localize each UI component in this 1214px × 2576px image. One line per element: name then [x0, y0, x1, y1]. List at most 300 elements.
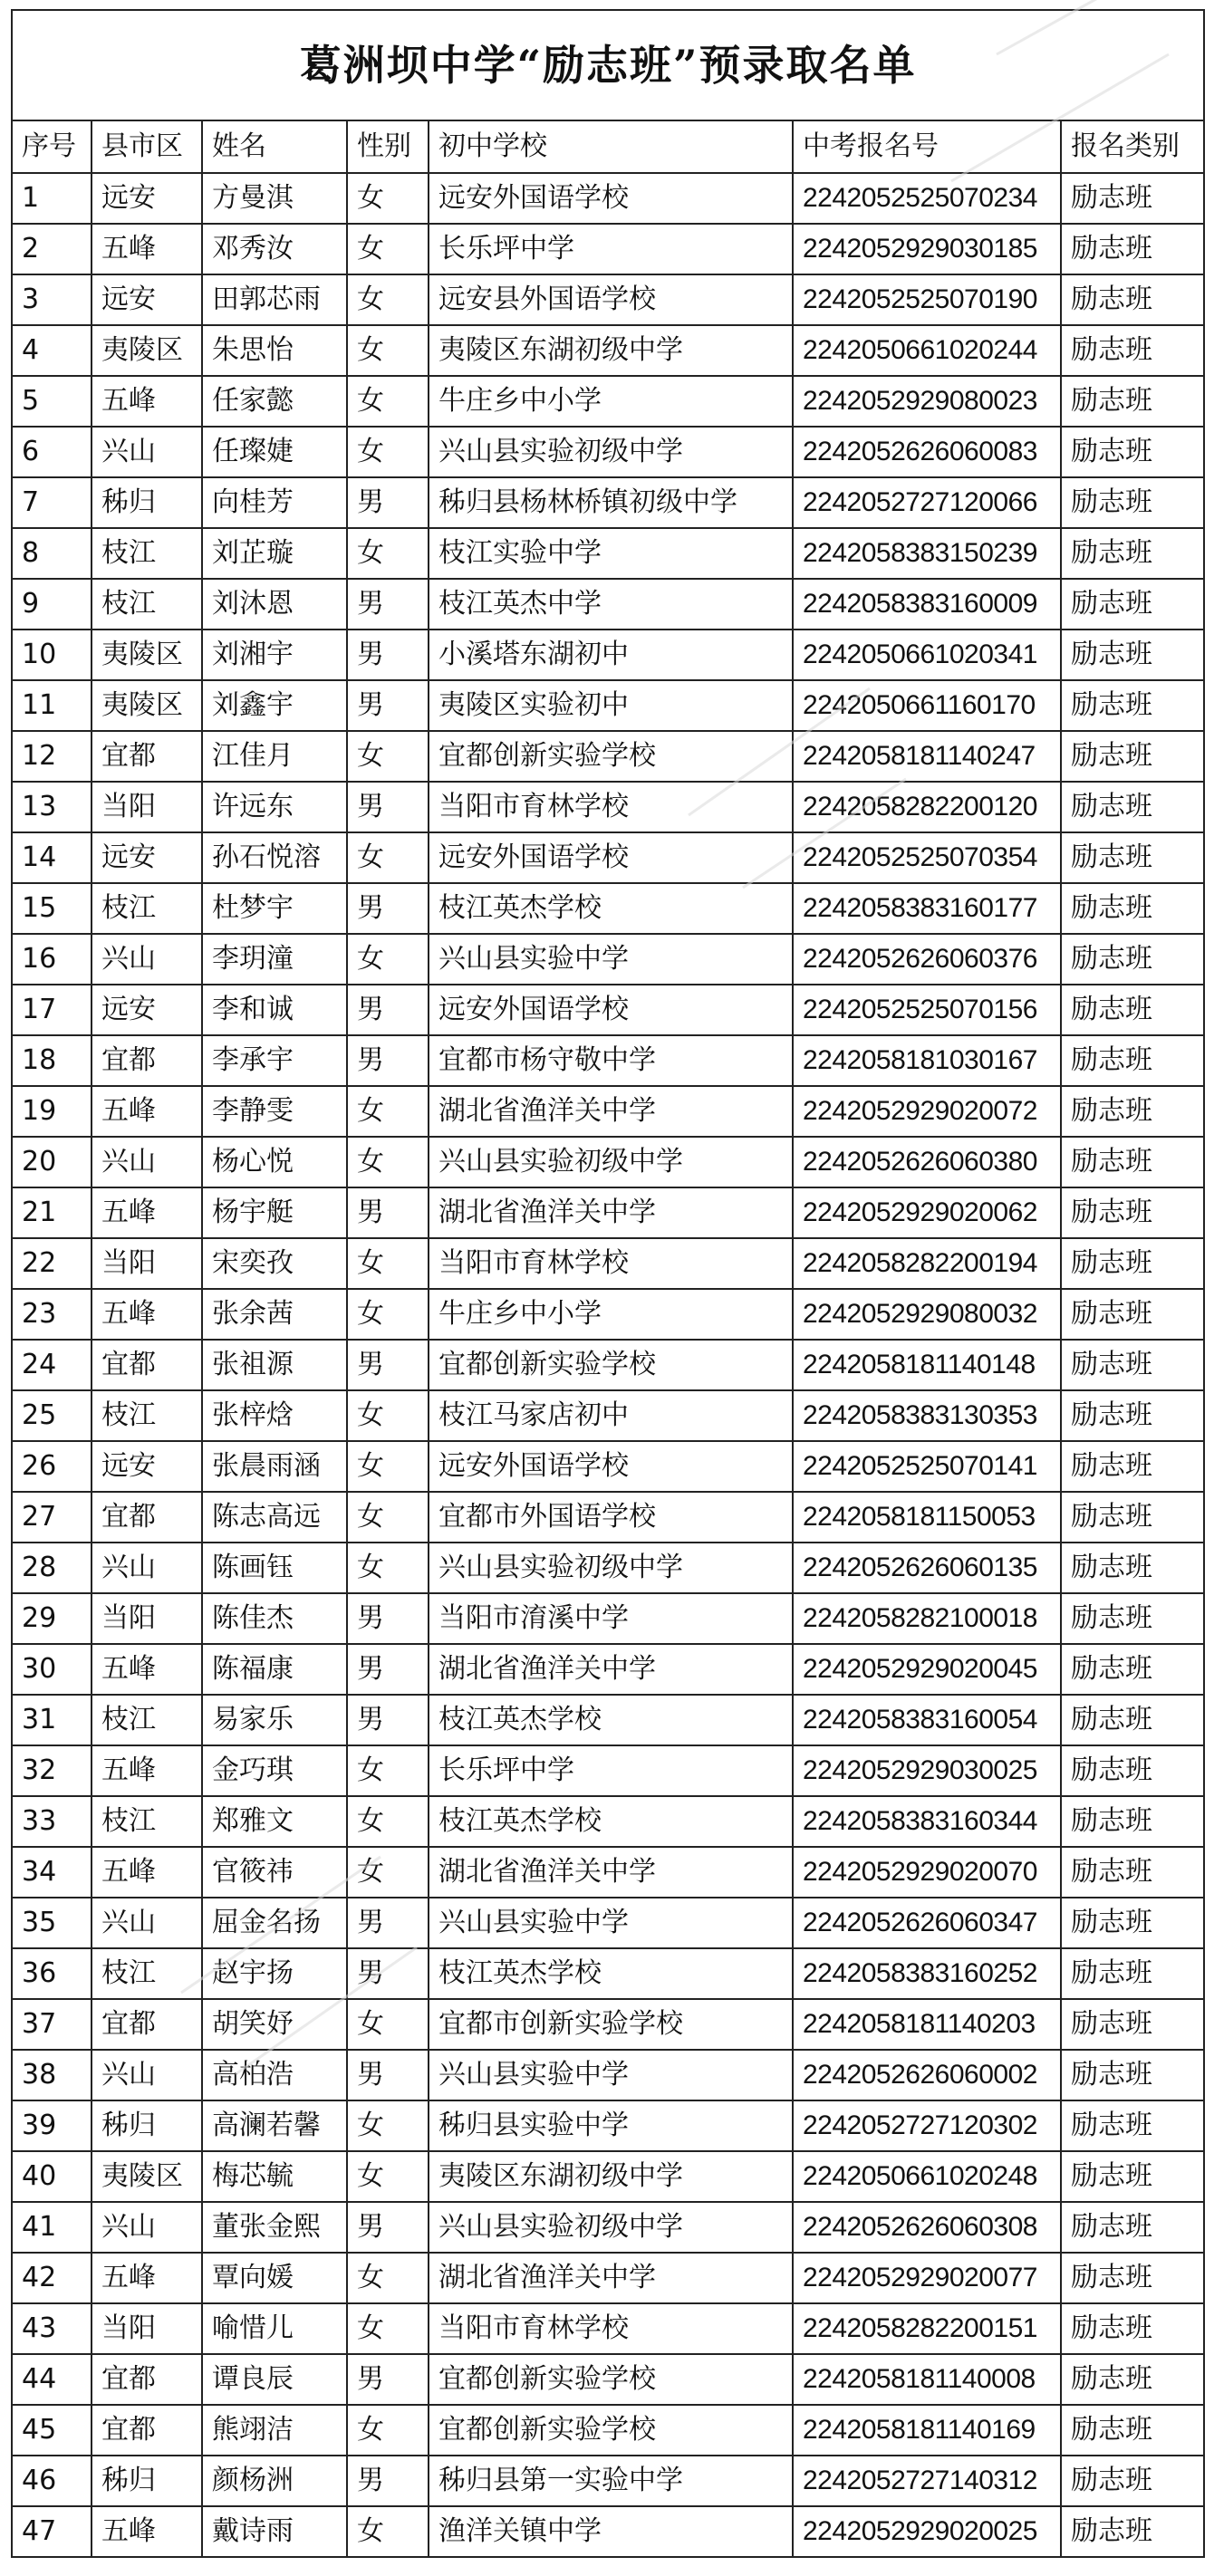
seq-cell: 45 [12, 2405, 92, 2456]
school-cell: 远安县外国语学校 [429, 274, 793, 325]
category-cell: 励志班 [1061, 2202, 1204, 2253]
seq-cell: 23 [12, 1289, 92, 1340]
category-cell: 励志班 [1061, 1644, 1204, 1695]
name-cell: 易家乐 [202, 1695, 347, 1745]
table-row [12, 2506, 1204, 2557]
exam-id-cell: 2242050661160170 [793, 680, 1061, 731]
gender-cell: 男 [347, 883, 429, 934]
seq-cell: 16 [12, 934, 92, 985]
category-cell: 励志班 [1061, 1035, 1204, 1086]
exam-id-cell: 2242052525070234 [793, 173, 1061, 224]
gender-cell: 女 [347, 224, 429, 274]
district-cell: 宜都 [92, 2354, 202, 2405]
district-cell: 枝江 [92, 579, 202, 630]
school-cell: 秭归县第一实验中学 [429, 2456, 793, 2506]
gender-cell: 女 [347, 2506, 429, 2557]
gender-cell: 女 [347, 1543, 429, 1593]
category-cell: 励志班 [1061, 782, 1204, 832]
name-cell: 杜梦宇 [202, 883, 347, 934]
name-cell: 赵宇扬 [202, 1948, 347, 1999]
seq-cell: 33 [12, 1796, 92, 1847]
seq-cell: 20 [12, 1137, 92, 1187]
district-cell: 五峰 [92, 1289, 202, 1340]
seq-cell: 39 [12, 2100, 92, 2151]
exam-id-cell: 2242052525070156 [793, 985, 1061, 1035]
name-cell: 李承宇 [202, 1035, 347, 1086]
table-row [12, 1137, 1204, 1187]
seq-cell: 7 [12, 477, 92, 528]
seq-cell: 6 [12, 427, 92, 477]
category-cell: 励志班 [1061, 1492, 1204, 1543]
gender-cell: 男 [347, 1695, 429, 1745]
school-cell: 宜都创新实验学校 [429, 2354, 793, 2405]
table-row [12, 832, 1204, 883]
name-cell: 张梓焓 [202, 1390, 347, 1441]
district-cell: 枝江 [92, 883, 202, 934]
name-cell: 宋奕孜 [202, 1238, 347, 1289]
category-cell: 励志班 [1061, 1948, 1204, 1999]
table-row [12, 680, 1204, 731]
exam-id-cell: 2242052626060347 [793, 1898, 1061, 1948]
exam-id-cell: 2242052929020045 [793, 1644, 1061, 1695]
category-cell: 励志班 [1061, 832, 1204, 883]
exam-id-cell: 2242058282200120 [793, 782, 1061, 832]
exam-id-cell: 2242052525070190 [793, 274, 1061, 325]
school-cell: 湖北省渔洋关中学 [429, 2253, 793, 2303]
exam-id-cell: 2242058181140169 [793, 2405, 1061, 2456]
school-cell: 兴山县实验中学 [429, 1898, 793, 1948]
exam-id-cell: 2242052626060083 [793, 427, 1061, 477]
gender-cell: 男 [347, 1593, 429, 1644]
table-row [12, 2050, 1204, 2100]
table-row [12, 1898, 1204, 1948]
name-cell: 谭良辰 [202, 2354, 347, 2405]
name-cell: 董张金熙 [202, 2202, 347, 2253]
name-cell: 李和诚 [202, 985, 347, 1035]
school-cell: 当阳市育林学校 [429, 1238, 793, 1289]
category-cell: 励志班 [1061, 2303, 1204, 2354]
table-row [12, 1745, 1204, 1796]
school-cell: 牛庄乡中小学 [429, 1289, 793, 1340]
category-cell: 励志班 [1061, 630, 1204, 680]
district-cell: 兴山 [92, 1543, 202, 1593]
gender-cell: 女 [347, 1086, 429, 1137]
gender-cell: 女 [347, 2100, 429, 2151]
table-row [12, 376, 1204, 427]
table-row [12, 2303, 1204, 2354]
seq-cell: 22 [12, 1238, 92, 1289]
school-cell: 枝江实验中学 [429, 528, 793, 579]
seq-cell: 21 [12, 1187, 92, 1238]
name-cell: 张余茜 [202, 1289, 347, 1340]
gender-cell: 男 [347, 985, 429, 1035]
table-row [12, 2253, 1204, 2303]
gender-cell: 女 [347, 1796, 429, 1847]
name-cell: 高澜若馨 [202, 2100, 347, 2151]
name-cell: 任璨婕 [202, 427, 347, 477]
table-row [12, 2151, 1204, 2202]
district-cell: 宜都 [92, 1035, 202, 1086]
school-cell: 枝江英杰学校 [429, 1796, 793, 1847]
name-cell: 陈志高远 [202, 1492, 347, 1543]
school-cell: 当阳市育林学校 [429, 782, 793, 832]
category-cell: 励志班 [1061, 579, 1204, 630]
table-row [12, 1390, 1204, 1441]
gender-cell: 男 [347, 1644, 429, 1695]
school-cell: 湖北省渔洋关中学 [429, 1187, 793, 1238]
name-cell: 张晨雨涵 [202, 1441, 347, 1492]
seq-cell: 11 [12, 680, 92, 731]
table-row [12, 477, 1204, 528]
gender-cell: 女 [347, 1238, 429, 1289]
table-row [12, 1796, 1204, 1847]
category-cell: 励志班 [1061, 1543, 1204, 1593]
school-cell: 夷陵区东湖初级中学 [429, 2151, 793, 2202]
district-cell: 远安 [92, 985, 202, 1035]
school-cell: 兴山县实验初级中学 [429, 1137, 793, 1187]
table-row [12, 883, 1204, 934]
table-row [12, 1340, 1204, 1390]
seq-cell: 3 [12, 274, 92, 325]
exam-id-cell: 2242052929080023 [793, 376, 1061, 427]
school-cell: 长乐坪中学 [429, 1745, 793, 1796]
exam-id-cell: 2242052727120066 [793, 477, 1061, 528]
name-cell: 李玥潼 [202, 934, 347, 985]
seq-cell: 15 [12, 883, 92, 934]
school-cell: 宜都创新实验学校 [429, 1340, 793, 1390]
district-cell: 远安 [92, 832, 202, 883]
admission-list-sheet [11, 9, 1203, 2558]
table-row [12, 325, 1204, 376]
header-cell: 姓名 [202, 120, 347, 173]
district-cell: 宜都 [92, 2405, 202, 2456]
exam-id-cell: 2242050661020341 [793, 630, 1061, 680]
school-cell: 宜都创新实验学校 [429, 2405, 793, 2456]
category-cell: 励志班 [1061, 1289, 1204, 1340]
exam-id-cell: 2242052626060002 [793, 2050, 1061, 2100]
exam-id-cell: 2242058181140008 [793, 2354, 1061, 2405]
school-cell: 枝江英杰学校 [429, 883, 793, 934]
district-cell: 秭归 [92, 477, 202, 528]
exam-id-cell: 2242058181140203 [793, 1999, 1061, 2050]
name-cell: 孙石悦溶 [202, 832, 347, 883]
seq-cell: 17 [12, 985, 92, 1035]
table-row [12, 173, 1204, 224]
table-row [12, 1492, 1204, 1543]
school-cell: 当阳市淯溪中学 [429, 1593, 793, 1644]
table-row [12, 2405, 1204, 2456]
table-row [12, 1644, 1204, 1695]
district-cell: 远安 [92, 173, 202, 224]
seq-cell: 31 [12, 1695, 92, 1745]
table-row [12, 934, 1204, 985]
category-cell: 励志班 [1061, 528, 1204, 579]
gender-cell: 男 [347, 782, 429, 832]
exam-id-cell: 2242052929020070 [793, 1847, 1061, 1898]
school-cell: 枝江英杰学校 [429, 1695, 793, 1745]
seq-cell: 44 [12, 2354, 92, 2405]
school-cell: 当阳市育林学校 [429, 2303, 793, 2354]
school-cell: 宜都市外国语学校 [429, 1492, 793, 1543]
name-cell: 邓秀汝 [202, 224, 347, 274]
district-cell: 五峰 [92, 1644, 202, 1695]
district-cell: 当阳 [92, 2303, 202, 2354]
school-cell: 秭归县杨林桥镇初级中学 [429, 477, 793, 528]
table-row [12, 1847, 1204, 1898]
name-cell: 喻惜儿 [202, 2303, 347, 2354]
school-cell: 兴山县实验初级中学 [429, 427, 793, 477]
district-cell: 夷陵区 [92, 2151, 202, 2202]
gender-cell: 女 [347, 832, 429, 883]
table-row [12, 2202, 1204, 2253]
district-cell: 五峰 [92, 224, 202, 274]
seq-cell: 26 [12, 1441, 92, 1492]
category-cell: 励志班 [1061, 2151, 1204, 2202]
school-cell: 枝江英杰中学 [429, 579, 793, 630]
gender-cell: 女 [347, 2303, 429, 2354]
school-cell: 宜都市创新实验学校 [429, 1999, 793, 2050]
seq-cell: 13 [12, 782, 92, 832]
category-cell: 励志班 [1061, 934, 1204, 985]
table-row [12, 528, 1204, 579]
district-cell: 夷陵区 [92, 630, 202, 680]
exam-id-cell: 2242058383160009 [793, 579, 1061, 630]
district-cell: 兴山 [92, 2050, 202, 2100]
category-cell: 励志班 [1061, 1137, 1204, 1187]
header-cell: 中考报名号 [793, 120, 1061, 173]
seq-cell: 46 [12, 2456, 92, 2506]
category-cell: 励志班 [1061, 1238, 1204, 1289]
school-cell: 湖北省渔洋关中学 [429, 1644, 793, 1695]
category-cell: 励志班 [1061, 2506, 1204, 2557]
table-row [12, 1543, 1204, 1593]
gender-cell: 女 [347, 1492, 429, 1543]
gender-cell: 男 [347, 2202, 429, 2253]
name-cell: 高柏浩 [202, 2050, 347, 2100]
school-cell: 枝江英杰学校 [429, 1948, 793, 1999]
school-cell: 湖北省渔洋关中学 [429, 1086, 793, 1137]
name-cell: 任家懿 [202, 376, 347, 427]
exam-id-cell: 2242052626060308 [793, 2202, 1061, 2253]
table-row [12, 1593, 1204, 1644]
category-cell: 励志班 [1061, 1898, 1204, 1948]
category-cell: 励志班 [1061, 1745, 1204, 1796]
gender-cell: 女 [347, 325, 429, 376]
name-cell: 官筱祎 [202, 1847, 347, 1898]
category-cell: 励志班 [1061, 2405, 1204, 2456]
gender-cell: 女 [347, 1289, 429, 1340]
school-cell: 远安外国语学校 [429, 832, 793, 883]
school-cell: 夷陵区实验初中 [429, 680, 793, 731]
gender-cell: 男 [347, 1340, 429, 1390]
name-cell: 江佳月 [202, 731, 347, 782]
district-cell: 五峰 [92, 1187, 202, 1238]
seq-cell: 27 [12, 1492, 92, 1543]
seq-cell: 12 [12, 731, 92, 782]
category-cell: 励志班 [1061, 1441, 1204, 1492]
school-cell: 宜都创新实验学校 [429, 731, 793, 782]
gender-cell: 女 [347, 731, 429, 782]
district-cell: 当阳 [92, 1238, 202, 1289]
seq-cell: 29 [12, 1593, 92, 1644]
name-cell: 朱思怡 [202, 325, 347, 376]
table-row [12, 1441, 1204, 1492]
name-cell: 田郭芯雨 [202, 274, 347, 325]
seq-cell: 42 [12, 2253, 92, 2303]
exam-id-cell: 2242052929080032 [793, 1289, 1061, 1340]
seq-cell: 36 [12, 1948, 92, 1999]
district-cell: 五峰 [92, 376, 202, 427]
name-cell: 熊翊洁 [202, 2405, 347, 2456]
school-cell: 兴山县实验初级中学 [429, 2202, 793, 2253]
exam-id-cell: 2242052727140312 [793, 2456, 1061, 2506]
exam-id-cell: 2242052929020077 [793, 2253, 1061, 2303]
exam-id-cell: 2242058181150053 [793, 1492, 1061, 1543]
district-cell: 宜都 [92, 731, 202, 782]
name-cell: 覃向媛 [202, 2253, 347, 2303]
district-cell: 秭归 [92, 2100, 202, 2151]
district-cell: 五峰 [92, 2253, 202, 2303]
district-cell: 兴山 [92, 1137, 202, 1187]
school-cell: 枝江马家店初中 [429, 1390, 793, 1441]
exam-id-cell: 2242058383160252 [793, 1948, 1061, 1999]
gender-cell: 女 [347, 1390, 429, 1441]
name-cell: 郑雅文 [202, 1796, 347, 1847]
exam-id-cell: 2242052626060380 [793, 1137, 1061, 1187]
table-row [12, 1035, 1204, 1086]
header-cell: 报名类别 [1061, 120, 1204, 173]
school-cell: 远安外国语学校 [429, 1441, 793, 1492]
exam-id-cell: 2242052929030025 [793, 1745, 1061, 1796]
school-cell: 长乐坪中学 [429, 224, 793, 274]
gender-cell: 男 [347, 1898, 429, 1948]
table-row [12, 2100, 1204, 2151]
category-cell: 励志班 [1061, 1086, 1204, 1137]
seq-cell: 10 [12, 630, 92, 680]
exam-id-cell: 2242050661020244 [793, 325, 1061, 376]
category-cell: 励志班 [1061, 1695, 1204, 1745]
gender-cell: 女 [347, 173, 429, 224]
exam-id-cell: 2242050661020248 [793, 2151, 1061, 2202]
category-cell: 励志班 [1061, 173, 1204, 224]
table-row [12, 1187, 1204, 1238]
district-cell: 五峰 [92, 1086, 202, 1137]
gender-cell: 男 [347, 1948, 429, 1999]
exam-id-cell: 2242058181140148 [793, 1340, 1061, 1390]
category-cell: 励志班 [1061, 325, 1204, 376]
gender-cell: 女 [347, 376, 429, 427]
gender-cell: 女 [347, 1999, 429, 2050]
category-cell: 励志班 [1061, 2456, 1204, 2506]
district-cell: 远安 [92, 274, 202, 325]
category-cell: 励志班 [1061, 2253, 1204, 2303]
district-cell: 兴山 [92, 427, 202, 477]
district-cell: 兴山 [92, 1898, 202, 1948]
seq-cell: 8 [12, 528, 92, 579]
name-cell: 陈画钰 [202, 1543, 347, 1593]
gender-cell: 女 [347, 1745, 429, 1796]
category-cell: 励志班 [1061, 1187, 1204, 1238]
name-cell: 刘芷璇 [202, 528, 347, 579]
seq-cell: 34 [12, 1847, 92, 1898]
seq-cell: 1 [12, 173, 92, 224]
district-cell: 夷陵区 [92, 680, 202, 731]
seq-cell: 4 [12, 325, 92, 376]
table-row [12, 579, 1204, 630]
gender-cell: 女 [347, 274, 429, 325]
exam-id-cell: 2242052727120302 [793, 2100, 1061, 2151]
exam-id-cell: 2242052929030185 [793, 224, 1061, 274]
category-cell: 励志班 [1061, 224, 1204, 274]
name-cell: 刘鑫宇 [202, 680, 347, 731]
category-cell: 励志班 [1061, 1340, 1204, 1390]
name-cell: 陈福康 [202, 1644, 347, 1695]
header-cell: 县市区 [92, 120, 202, 173]
district-cell: 宜都 [92, 1340, 202, 1390]
seq-cell: 30 [12, 1644, 92, 1695]
district-cell: 兴山 [92, 2202, 202, 2253]
seq-cell: 5 [12, 376, 92, 427]
district-cell: 枝江 [92, 1390, 202, 1441]
name-cell: 刘沐恩 [202, 579, 347, 630]
seq-cell: 28 [12, 1543, 92, 1593]
exam-id-cell: 2242052525070141 [793, 1441, 1061, 1492]
school-cell: 湖北省渔洋关中学 [429, 1847, 793, 1898]
table-row [12, 274, 1204, 325]
name-cell: 刘湘宇 [202, 630, 347, 680]
gender-cell: 男 [347, 1187, 429, 1238]
gender-cell: 女 [347, 934, 429, 985]
category-cell: 励志班 [1061, 883, 1204, 934]
school-cell: 夷陵区东湖初级中学 [429, 325, 793, 376]
seq-cell: 40 [12, 2151, 92, 2202]
name-cell: 李静雯 [202, 1086, 347, 1137]
district-cell: 枝江 [92, 1796, 202, 1847]
name-cell: 方曼淇 [202, 173, 347, 224]
gender-cell: 男 [347, 579, 429, 630]
gender-cell: 女 [347, 427, 429, 477]
district-cell: 枝江 [92, 1948, 202, 1999]
header-cell: 初中学校 [429, 120, 793, 173]
name-cell: 许远东 [202, 782, 347, 832]
seq-cell: 38 [12, 2050, 92, 2100]
category-cell: 励志班 [1061, 1796, 1204, 1847]
district-cell: 五峰 [92, 2506, 202, 2557]
category-cell: 励志班 [1061, 1390, 1204, 1441]
header-cell: 序号 [12, 120, 92, 173]
table-row [12, 1086, 1204, 1137]
district-cell: 宜都 [92, 1999, 202, 2050]
gender-cell: 男 [347, 1035, 429, 1086]
seq-cell: 43 [12, 2303, 92, 2354]
seq-cell: 25 [12, 1390, 92, 1441]
seq-cell: 14 [12, 832, 92, 883]
category-cell: 励志班 [1061, 477, 1204, 528]
school-cell: 牛庄乡中小学 [429, 376, 793, 427]
exam-id-cell: 2242058383130353 [793, 1390, 1061, 1441]
name-cell: 杨心悦 [202, 1137, 347, 1187]
table-row [12, 1948, 1204, 1999]
table-row [12, 1695, 1204, 1745]
exam-id-cell: 2242052626060376 [793, 934, 1061, 985]
category-cell: 励志班 [1061, 1847, 1204, 1898]
gender-cell: 男 [347, 630, 429, 680]
district-cell: 兴山 [92, 934, 202, 985]
table-row [12, 2456, 1204, 2506]
exam-id-cell: 2242058383160177 [793, 883, 1061, 934]
gender-cell: 女 [347, 2405, 429, 2456]
gender-cell: 男 [347, 477, 429, 528]
